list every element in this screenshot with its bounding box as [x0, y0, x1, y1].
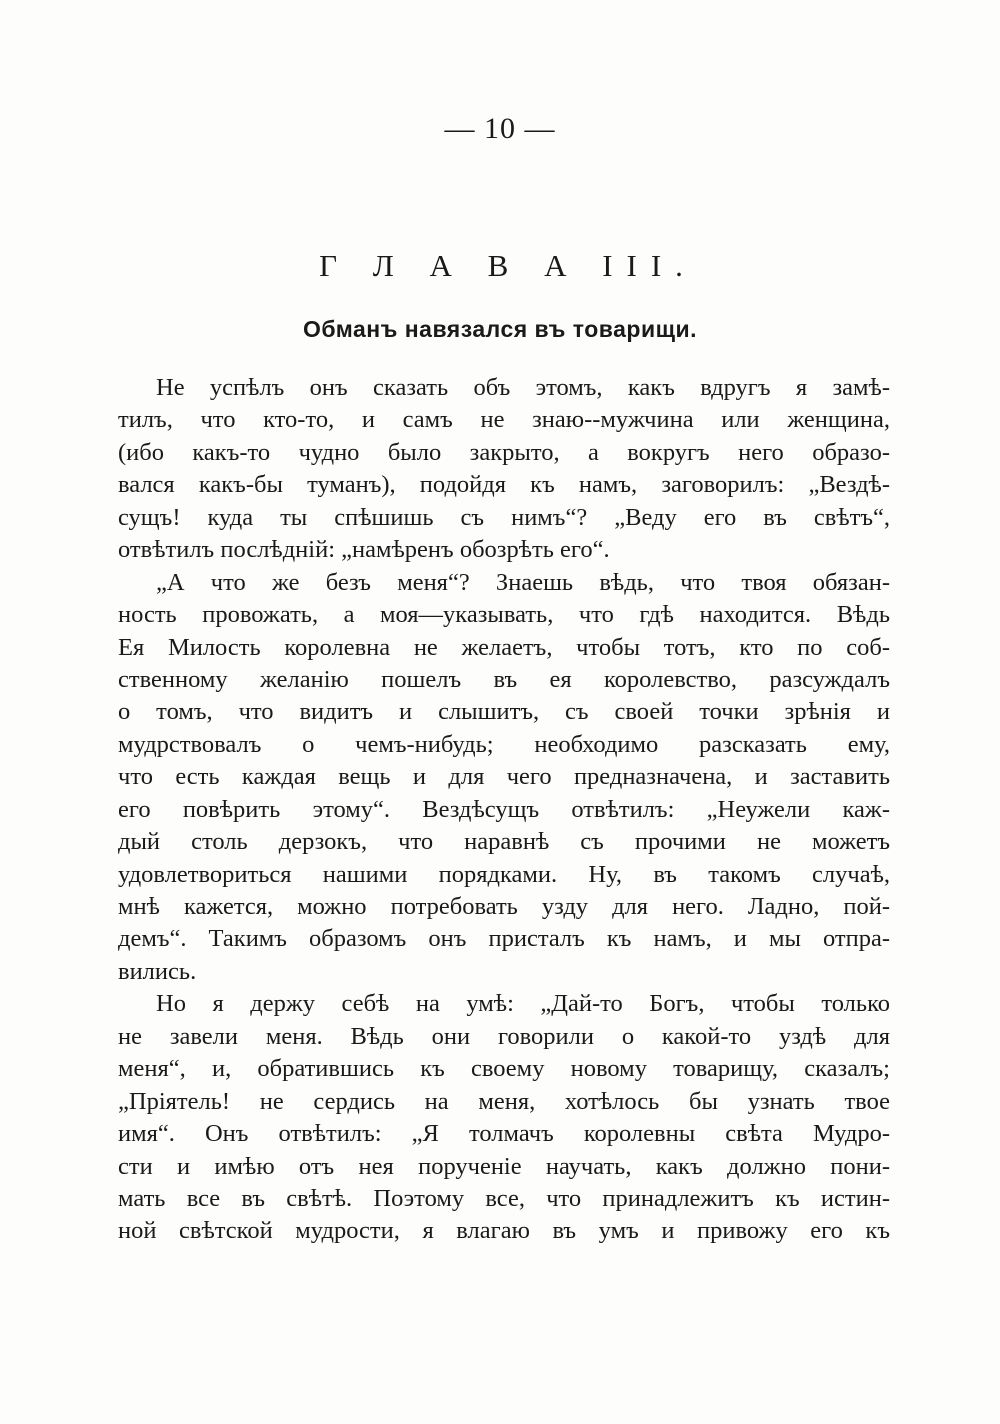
text-line: (ибо какъ-то чудно было закрыто, а вокругъ него образо- — [118, 438, 890, 466]
text-line: Не успѣлъ онъ сказать объ этомъ, какъ вдругъ я замѣ- — [156, 374, 890, 401]
text-line: сущъ! куда ты спѣшишь съ нимъ“? „Веду его въ свѣтъ“, — [118, 503, 890, 531]
text-line: не завели меня. Вѣдь они говорили о какой-то уздѣ для — [118, 1022, 890, 1050]
text-line: ной свѣтской мудрости, я влагаю въ умъ и привожу его къ — [118, 1217, 890, 1245]
text-line: что есть каждая вещь и для чего предназначена, и заставить — [118, 763, 890, 791]
text-line: Но я держу себѣ на умѣ: „Дай-то Богъ, чтобы только — [156, 990, 890, 1018]
text-line: имя“. Онъ отвѣтилъ: „Я толмачъ королевны свѣта Мудро- — [118, 1120, 890, 1148]
text-line: дый столь дерзокъ, что наравнѣ съ прочими не можетъ — [118, 828, 890, 856]
text-line: вились. — [118, 957, 197, 985]
text-line: отвѣтилъ послѣдній: „намѣренъ обозрѣть его“. — [118, 536, 610, 564]
text-line: его повѣрить этому“. Вездѣсущъ отвѣтилъ: „Неужели каж- — [118, 795, 890, 823]
text-line: тилъ, что кто-то, и самъ не знаю--мужчина или женщина, — [118, 406, 890, 434]
text-line: „Пріятель! не сердись на меня, хотѣлось бы узнать твое — [118, 1087, 890, 1115]
text-line: удовлетвориться нашими порядками. Ну, въ такомъ случаѣ, — [118, 860, 890, 888]
text-line: мнѣ кажется, можно потребовать узду для него. Ладно, пой- — [118, 893, 890, 920]
text-line: вался какъ-бы туманъ), подойдя къ намъ, заговорилъ: „Вездѣ- — [118, 471, 890, 499]
text-line: о томъ, что видитъ и слышитъ, съ своей точки зрѣнія и — [118, 698, 890, 726]
text-line: демъ“. Такимъ образомъ онъ присталъ къ намъ, и мы отпра- — [118, 925, 890, 953]
page-number: — 10 — — [444, 112, 556, 145]
chapter-subtitle: Обманъ навязался въ товарищи. — [302, 316, 698, 342]
text-line: меня“, и, обратившись къ своему новому товарищу, сказалъ; — [118, 1055, 890, 1083]
text-line: ность провожать, а моя—указывать, что гдѣ находится. Вѣдь — [118, 601, 890, 629]
text-line: сти и имѣю отъ нея порученіе научать, какъ должно пони- — [118, 1152, 890, 1180]
text-line: Ея Милость королевна не желаетъ, чтобы тотъ, кто по соб- — [118, 633, 890, 661]
text-line: мать все въ свѣтѣ. Поэтому все, что принадлежитъ къ истин- — [118, 1184, 890, 1212]
text-line: ственному желанію пошелъ въ ея королевство, разсуждалъ — [118, 665, 890, 693]
text-line: мудрствовалъ о чемъ-нибудь; необходимо разсказать ему, — [118, 730, 890, 758]
body-text — [118, 372, 890, 1248]
chapter-heading: Г Л А В А III. — [319, 248, 697, 283]
text-line: „А что же безъ меня“? Знаешь вѣдь, что твоя обязан- — [156, 568, 890, 596]
